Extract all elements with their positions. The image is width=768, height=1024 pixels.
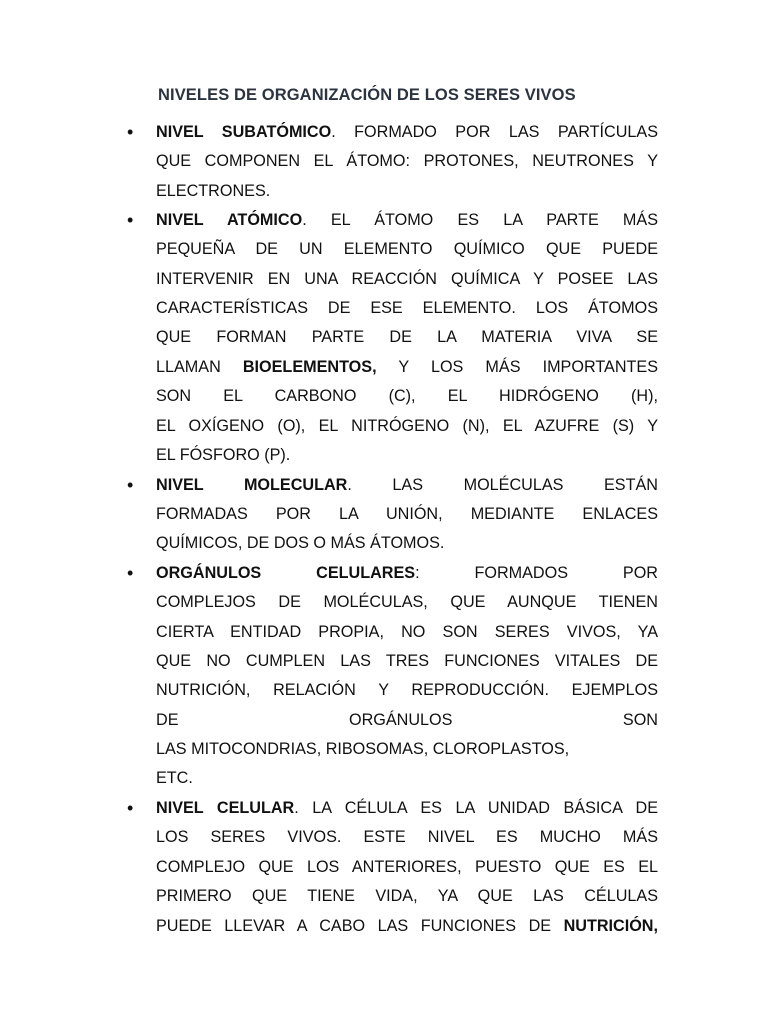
item-term: ORGÁNULOS CELULARES bbox=[156, 564, 416, 582]
item-text: LLAMAN bbox=[156, 358, 243, 376]
item-line: CIERTA ENTIDAD PROPIA, NO SON SERES VIVOS, YA bbox=[156, 623, 658, 641]
item-line: INTERVENIR EN UNA REACCIÓN QUÍMICA Y POSEE LAS bbox=[156, 270, 658, 288]
item-line: NUTRICIÓN, RELACIÓN Y REPRODUCCIÓN. EJEMPLOS bbox=[156, 681, 658, 699]
bullet-point: • bbox=[127, 122, 134, 142]
item-line: EL OXÍGENO (O), EL NITRÓGENO (N), EL AZUFRE (S) Y bbox=[156, 417, 658, 435]
item-term: NIVEL SUBATÓMICO bbox=[156, 123, 332, 141]
item-line bbox=[156, 798, 658, 818]
item-text: . EL ÁTOMO ES LA PARTE MÁS bbox=[302, 211, 658, 229]
item-line: LOS SERES VIVOS. ESTE NIVEL ES MUCHO MÁS bbox=[156, 828, 658, 846]
item-line: PRIMERO QUE TIENE VIDA, YA QUE LAS CÉLULAS bbox=[156, 887, 658, 905]
item-line bbox=[156, 122, 658, 142]
bullet-point: • bbox=[127, 798, 134, 818]
item-line: FORMADAS POR LA UNIÓN, MEDIANTE ENLACES bbox=[156, 505, 658, 523]
item-line bbox=[156, 916, 658, 936]
item-line: DE ORGÁNULOS SON bbox=[156, 711, 658, 729]
item-term: NUTRICIÓN, bbox=[563, 917, 658, 935]
item-term: NIVEL ATÓMICO bbox=[156, 211, 303, 229]
item-line: ELECTRONES. bbox=[156, 182, 271, 200]
item-line: QUE NO CUMPLEN LAS TRES FUNCIONES VITALES DE bbox=[156, 652, 658, 670]
item-line: CARACTERÍSTICAS DE ESE ELEMENTO. LOS ÁTOMOS bbox=[156, 299, 658, 317]
item-line bbox=[156, 357, 658, 377]
item-line: COMPLEJO QUE LOS ANTERIORES, PUESTO QUE ES EL bbox=[156, 858, 658, 876]
item-term: NIVEL CELULAR bbox=[156, 799, 295, 817]
item-line: QUÍMICOS, DE DOS O MÁS ÁTOMOS. bbox=[156, 534, 445, 552]
item-line: SON EL CARBONO (C), EL HIDRÓGENO (H), bbox=[156, 387, 658, 405]
item-text: PUEDE LLEVAR A CABO LAS FUNCIONES DE bbox=[156, 917, 564, 935]
item-line bbox=[156, 210, 658, 230]
item-line: QUE COMPONEN EL ÁTOMO: PROTONES, NEUTRONES Y bbox=[156, 152, 658, 170]
item-text: . FORMADO POR LAS PARTÍCULAS bbox=[331, 123, 659, 141]
bullet-point: • bbox=[127, 563, 134, 583]
item-line: ETC. bbox=[156, 769, 193, 787]
item-term: BIOELEMENTOS, bbox=[242, 358, 377, 376]
bullet-point: • bbox=[127, 210, 134, 230]
item-line bbox=[156, 475, 658, 495]
item-text: Y LOS MÁS IMPORTANTES bbox=[376, 358, 658, 376]
item-text: : FORMADOS POR bbox=[415, 564, 658, 582]
item-text: . LA CÉLULA ES LA UNIDAD BÁSICA DE bbox=[294, 799, 658, 817]
item-line: LAS MITOCONDRIAS, RIBOSOMAS, CLOROPLASTOS, bbox=[156, 740, 570, 758]
item-line: PEQUEÑA DE UN ELEMENTO QUÍMICO QUE PUEDE bbox=[156, 240, 658, 258]
item-line: EL FÓSFORO (P). bbox=[156, 446, 291, 464]
item-term: NIVEL MOLECULAR bbox=[156, 476, 348, 494]
item-line: COMPLEJOS DE MOLÉCULAS, QUE AUNQUE TIENEN bbox=[156, 593, 658, 611]
item-line bbox=[156, 563, 658, 583]
item-line: QUE FORMAN PARTE DE LA MATERIA VIVA SE bbox=[156, 328, 658, 346]
document-title: NIVELES DE ORGANIZACIÓN DE LOS SERES VIVOS bbox=[158, 86, 576, 104]
bullet-point: • bbox=[127, 475, 134, 495]
item-text: . LAS MOLÉCULAS ESTÁN bbox=[347, 476, 658, 494]
